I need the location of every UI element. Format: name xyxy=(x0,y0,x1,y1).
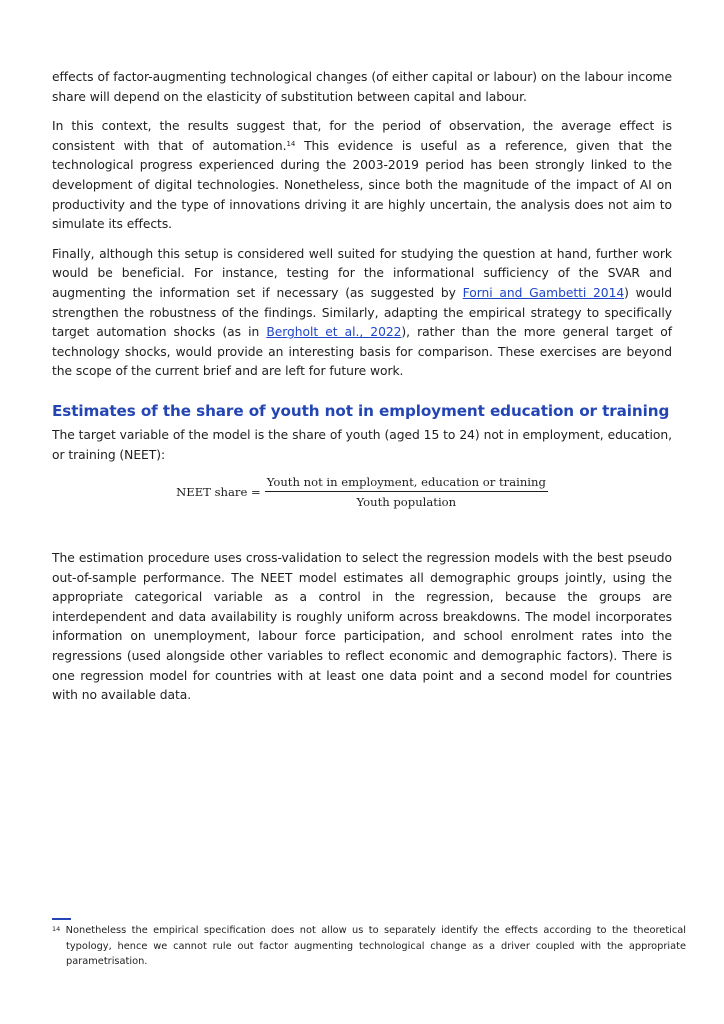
paragraph-elasticity xyxy=(52,68,672,107)
paragraph-text: Finally, although this setup is considered well suited for studying the question at hand, further work would be beneficial. For instance, testing for the informational sufficiency of the SVAR and augmenting the information set if necessary (as suggested by xyxy=(52,246,672,300)
paragraph-results xyxy=(52,117,672,235)
formula-numerator: Youth not in employment, education or training xyxy=(265,475,548,492)
paragraph-further-work xyxy=(52,245,672,382)
formula-fraction xyxy=(265,475,548,509)
footnote xyxy=(52,923,686,970)
paragraph-text: effects of factor-augmenting technological changes (of either capital or labour) on the labour income share will depend on the elasticity of substitution between capital and labour. xyxy=(52,70,672,104)
formula-denominator: Youth population xyxy=(356,495,457,510)
footnote-text: Nonetheless the empirical specification does not allow us to separately identify the effects according to the theoretical typology, hence we cannot rule out factor augmenting technological change as a driver coupled with the appropriate parametrisation. xyxy=(60,925,686,968)
section-heading: Estimates of the share of youth not in employment education or training xyxy=(52,401,670,420)
neet-formula xyxy=(52,475,672,509)
footnote-reference[interactable]: 14 xyxy=(286,139,296,148)
paragraph-text: This evidence is useful as a reference, given that the technological progress experienced during the 2003-2019 period has been strongly linked to the development of digital technologies. Nonetheless, since both the magnitude of the impact of AI on productivity and the type of innovations driving it are highly uncertain, the analysis does not aim to simulate its effects. xyxy=(52,138,672,232)
footnote-divider xyxy=(52,918,71,920)
formula-lhs: NEET share = xyxy=(176,485,261,500)
paragraph-text: ) would strengthen the robustness of the findings. Similarly, adapting the empirical strategy to specifically target automation shocks (as in xyxy=(52,285,673,340)
footnote-marker: 14 xyxy=(52,925,61,933)
citation-link-forni-gambetti[interactable]: Forni and Gambetti 2014 xyxy=(462,285,625,300)
paragraph-text: ), rather than the more general target of technology shocks, would provide an interesting basis for comparison. These exercises are beyond the scope of the current brief and are left for future work. xyxy=(52,325,672,379)
paragraph-estimation xyxy=(52,549,672,706)
paragraph-text: The target variable of the model is the share of youth (aged 15 to 24) not in employment, education, or training (NEET): xyxy=(52,427,672,462)
paragraph-text: The estimation procedure uses cross-validation to select the regression models with the best pseudo out-of-sample performance. The NEET model estimates all demographic groups jointly, using the appropriate categorical variable as a control in the regression, because the groups are interdependent and data availability is roughly uniform across breakdowns. The model incorporates information on unemployment, labour force participation, and school enrolment rates into the regressions (used alongside other variables to reflect economic and demographic factors). There is one regression model for countries with at least one data point and a second model for countries with no available data. xyxy=(52,551,672,703)
page-content xyxy=(52,68,672,716)
paragraph-target-variable xyxy=(52,426,672,465)
citation-link-bergholt[interactable]: Bergholt et al., 2022 xyxy=(266,325,402,340)
paragraph-text: In this context, the results suggest that, for the period of observation, the average effect is consistent with that of automation. xyxy=(52,119,672,153)
